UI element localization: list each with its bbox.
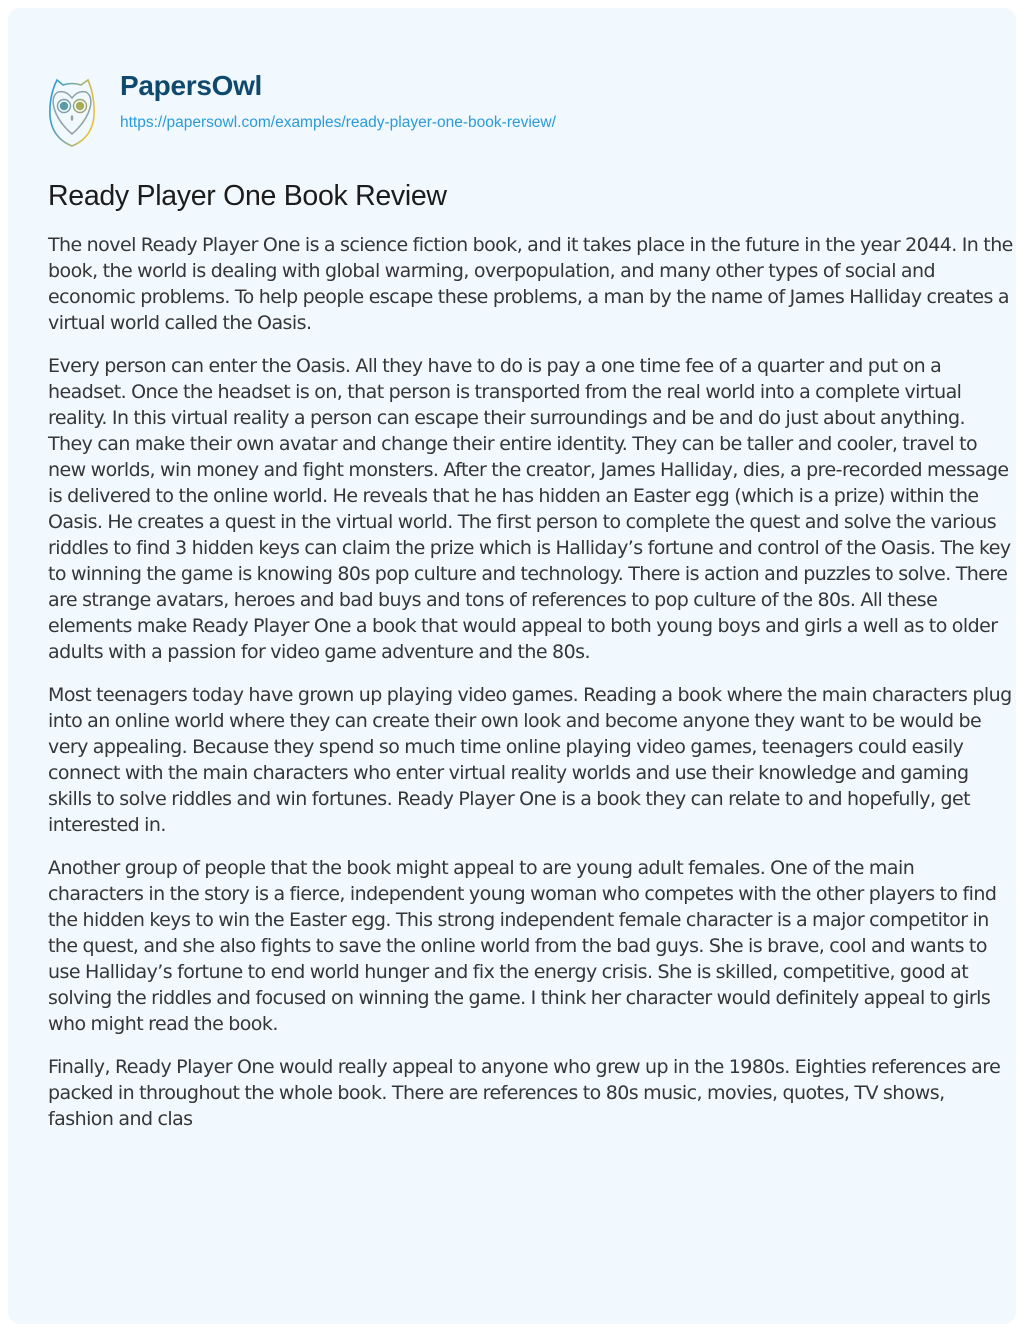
paragraph: Another group of people that the book might appeal to are young adult females. One of the main characters in the story is a fierce, independent young woman who competes with the other players to find the hidden keys to win the Easter egg. This strong independent female character is a major competitor in the quest, and she also fights to save the online world from the bad guys. She is brave, cool and wants to use Halliday’s fortune to end world hunger and fix the energy crisis. She is skilled, competitive, good at solving the riddles and focused on winning the game. I think her character would definitely appeal to girls who might read the book. [48, 857, 997, 1035]
brand-name: PapersOwl [120, 70, 263, 101]
paragraph: Most teenagers today have grown up playing video games. Reading a book where the main characters plug into an online world where they can create their own look and become anyone they want to be would be very appealing. Because they spend so much time online playing video games, teenagers could easily connect with the main characters who enter virtual reality worlds and use their knowledge and gaming skills to solve riddles and win fortunes. Ready Player One is a book they can relate to and hopefully, get interested in. [48, 684, 1012, 836]
paragraph: The novel Ready Player One is a science fiction book, and it takes place in the future in the year 2044. In the book, the world is dealing with global warming, overpopulation, and many other types of social and economic problems. To help people escape these problems, a man by the name of James Halliday creates a virtual world called the Oasis. [48, 234, 1013, 334]
essay-card [8, 8, 1016, 1324]
source-url-link[interactable]: https://papersowl.com/examples/ready-player-one-book-review/ [120, 114, 556, 131]
owl-heart-logo-icon [48, 76, 96, 148]
paragraph: Finally, Ready Player One would really appeal to anyone who grew up in the 1980s. Eighties references are packed in throughout the whole book. There are references to 80s music, movies, quotes, TV shows, fashion and clas [48, 1056, 1001, 1130]
article-body [48, 232, 1013, 1149]
site-header [48, 68, 948, 168]
page-title: Ready Player One Book Review [48, 180, 447, 212]
paragraph: Every person can enter the Oasis. All they have to do is pay a one time fee of a quarter and put on a headset. Once the headset is on, that person is transported from the real world into a complete virtual reality. In this virtual reality a person can escape their surroundings and be and do just about anything. They can make their own avatar and change their entire identity. They can be taller and cooler, travel to new worlds, win money and fight monsters. After the creator, James Halliday, dies, a pre-recorded message is delivered to the online world. He reveals that he has hidden an Easter egg (which is a prize) within the Oasis. He creates a quest in the virtual world. The first person to complete the quest and solve the various riddles to find 3 hidden keys can claim the prize which is Halliday’s fortune and control of the Oasis. The key to winning the game is knowing 80s pop culture and technology. There is action and puzzles to solve. There are strange avatars, heroes and bad buys and tons of references to pop culture of the 80s. All these elements make Ready Player One a book that would appeal to both young boys and girls a well as to older adults with a passion for video game adventure and the 80s. [48, 355, 1011, 663]
